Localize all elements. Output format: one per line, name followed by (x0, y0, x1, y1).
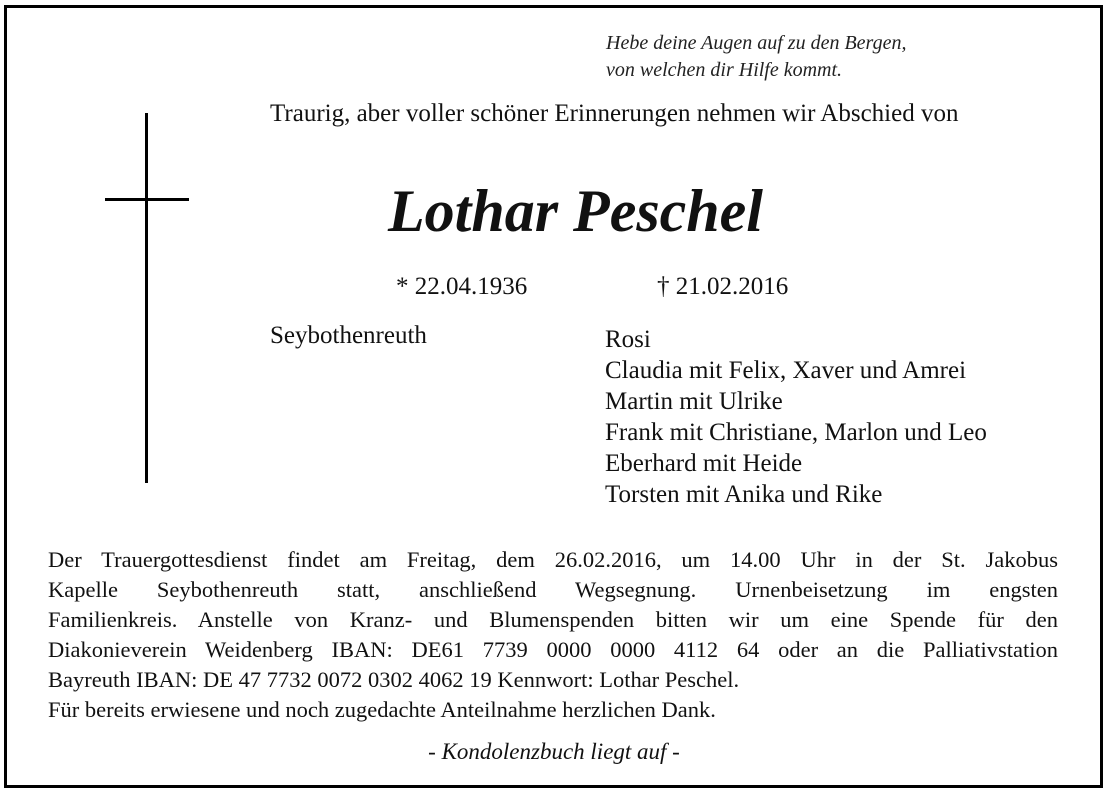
funeral-details-line: Familienkreis. Anstelle von Kranz- und Blumenspenden bitten wir um eine Spende für den (48, 607, 1058, 632)
funeral-details-line: Diakonieverein Weidenberg IBAN: DE61 7739 0000 0000 4112 64 oder an die Palliativstation (48, 637, 1058, 662)
mourner-line: Martin mit Ulrike (605, 388, 783, 415)
mourner-line: Eberhard mit Heide (605, 450, 803, 477)
bible-verse-line: Hebe deine Augen auf zu den Bergen, (606, 32, 907, 54)
mourner-line: Rosi (605, 326, 651, 353)
intro-text: Traurig, aber voller schöner Erinnerungen nehmen wir Abschied von (270, 100, 959, 127)
bible-verse-line: von welchen dir Hilfe kommt. (606, 59, 843, 81)
funeral-details-line: Für bereits erwiesene und noch zugedachte Anteilnahme herzlichen Dank. (48, 697, 716, 722)
funeral-details-line: Kapelle Seybothenreuth statt, anschließend Wegsegnung. Urnenbeisetzung im engsten (48, 577, 1058, 602)
funeral-details-line: Bayreuth IBAN: DE 47 7732 0072 0302 4062 19 Kennwort: Lothar Peschel. (48, 667, 740, 692)
mourner-line: Frank mit Christiane, Marlon und Leo (605, 419, 987, 446)
bible-verse (606, 30, 906, 84)
funeral-details-line: Der Trauergottesdienst findet am Freitag, dem 26.02.2016, um 14.00 Uhr in der St. Jakobus (48, 547, 1058, 572)
funeral-details (48, 545, 1058, 725)
condolence-book-note: - Kondolenzbuch liegt auf - (428, 739, 680, 764)
mourner-line: Torsten mit Anika und Rike (605, 481, 883, 508)
deceased-name: Lothar Peschel (388, 178, 763, 244)
death-date: † 21.02.2016 (657, 273, 789, 300)
cross-icon (145, 113, 148, 483)
mourners-list (605, 324, 987, 510)
cross-icon-bar (105, 198, 189, 201)
birth-date: * 22.04.1936 (396, 273, 528, 300)
mourner-line: Claudia mit Felix, Xaver und Amrei (605, 357, 967, 384)
place-of-residence: Seybothenreuth (270, 322, 427, 349)
